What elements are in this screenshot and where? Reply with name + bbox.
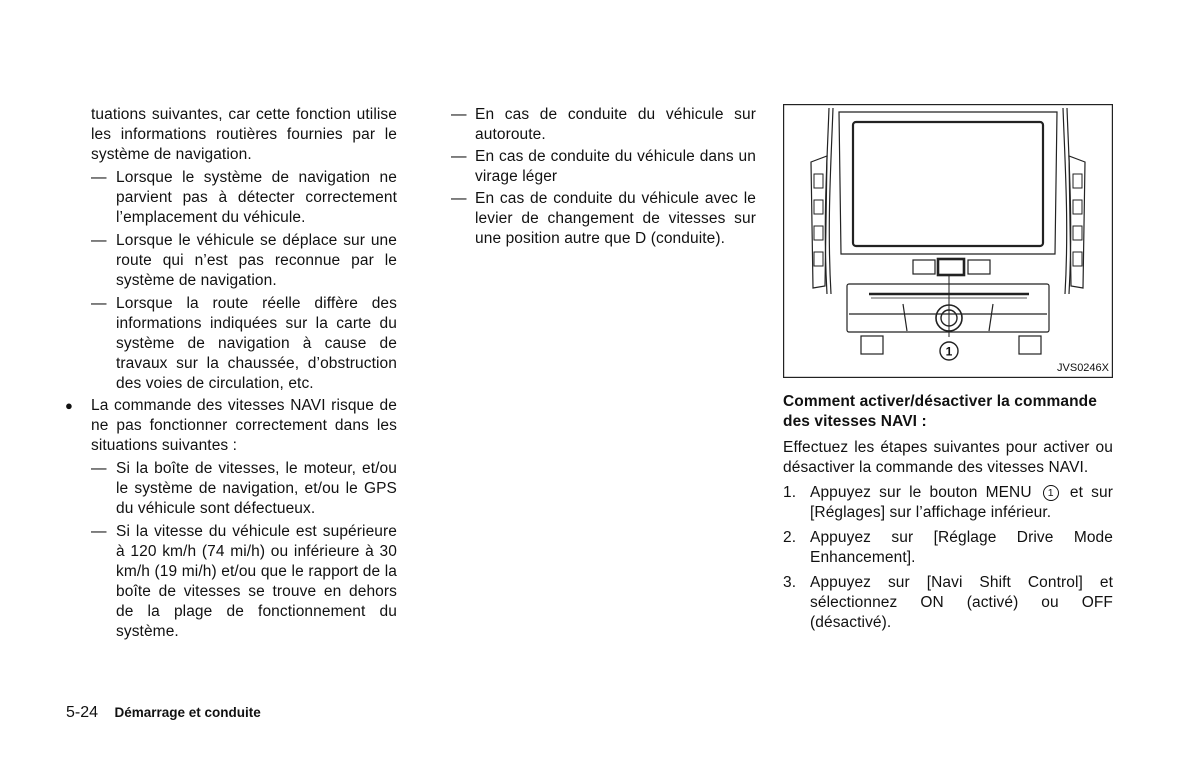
middle-column — [451, 105, 756, 249]
section-heading: Comment activer/désactiver la commande des vitesses NAVI : — [783, 393, 1097, 430]
list-item: — En cas de conduite du véhicule avec le levier de changement de vitesses sur une position autre que D (conduite). — [451, 190, 756, 247]
figure-code: JVS0246X — [1057, 362, 1109, 374]
center-console-drawing — [783, 104, 1113, 378]
section-intro: Effectuez les étapes suivantes pour activer ou désactiver la commande des vitesses NAVI. — [783, 439, 1113, 476]
page-footer — [66, 704, 261, 722]
section-title: Démarrage et conduite — [114, 705, 261, 720]
callout-label: 1 — [945, 344, 953, 359]
step-item: 1. Appuyez sur le bouton MENU 1 et sur [Réglages] sur l’affichage inférieur. — [783, 484, 1113, 521]
list-item: — Lorsque le véhicule se déplace sur une route qui n’est pas reconnue par le système de navigation. — [91, 232, 397, 289]
step-item: 3. Appuyez sur [Navi Shift Control] et sélectionnez ON (activé) ou OFF (désactivé). — [783, 574, 1113, 631]
bullet-icon: ● — [65, 398, 73, 413]
continued-paragraph: tuations suivantes, car cette fonction utilise les informations routières fournies par le système de navigation. — [91, 106, 397, 163]
list-item: — En cas de conduite du véhicule sur autoroute. — [451, 106, 756, 143]
right-column — [783, 392, 1113, 633]
list-item: — Si la vitesse du véhicule est supérieure à 120 km/h (74 mi/h) ou inférieure à 30 km/h (19 mi/h) et/ou que le rapport de la boîte de vitesses se trouve en dehors de la plage de fonctionnement du système. — [91, 523, 397, 640]
list-item: — En cas de conduite du véhicule dans un virage léger — [451, 148, 756, 185]
display-screen — [853, 122, 1043, 246]
menu-button — [938, 259, 964, 275]
list-item: — Si la boîte de vitesses, le moteur, et/ou le système de navigation, et/ou le GPS du véhicule sont défectueux. — [91, 460, 397, 517]
left-column — [62, 105, 397, 642]
bullet-item: ● La commande des vitesses NAVI risque de ne pas fonctionner correctement dans les situations suivantes : — [65, 397, 397, 454]
page-number: 5-24 — [66, 704, 99, 721]
step-item: 2. Appuyez sur [Réglage Drive Mode Enhancement]. — [783, 529, 1113, 566]
callout-1-icon: 1 — [1043, 485, 1059, 501]
list-item: — Lorsque la route réelle diffère des informations indiquées sur la carte du système de navigation à cause de travaux sur la chaussée, d’obstruction des voies de circulation, etc. — [91, 295, 397, 392]
console-illustration — [783, 104, 1113, 378]
list-item: — Lorsque le système de navigation ne parvient pas à détecter correctement l’emplacement du véhicule. — [91, 169, 397, 226]
